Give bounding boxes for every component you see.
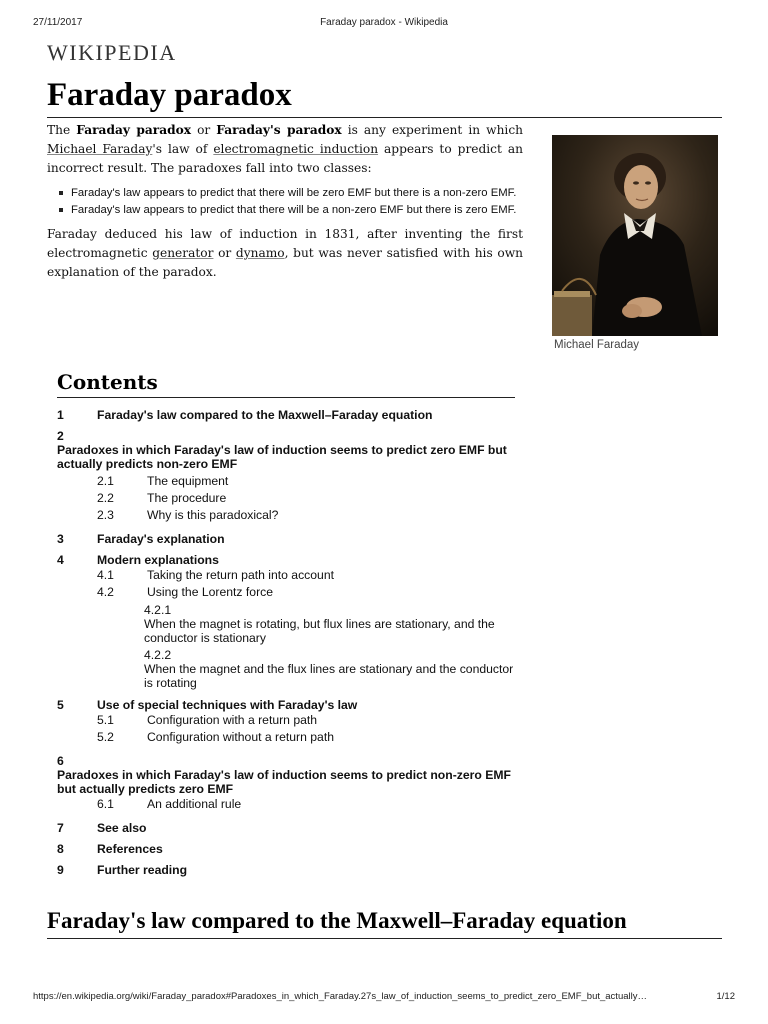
text: The (47, 123, 77, 137)
toc-item-6-1[interactable] (57, 796, 515, 813)
toc-item-3[interactable] (57, 532, 515, 546)
toc-link[interactable]: An additional rule (147, 797, 242, 811)
toc-item-7[interactable] (57, 821, 515, 835)
toc-item-6[interactable] (57, 754, 515, 796)
toc-item-5-2[interactable] (57, 729, 515, 746)
link-dynamo[interactable]: dynamo (235, 246, 285, 260)
toc-link[interactable]: Faraday's law compared to the Maxwell–Faraday equation (97, 408, 433, 422)
toc-link[interactable]: Modern explanations (97, 553, 219, 567)
toc-link[interactable]: Configuration without a return path (147, 730, 334, 744)
page-title: Faraday paradox (47, 75, 722, 118)
toc-number: 4.1 (97, 568, 114, 582)
toc-item-2[interactable] (57, 429, 515, 471)
toc-number: 4.2 (97, 585, 114, 599)
toc-number: 2.2 (97, 491, 114, 505)
toc-link[interactable]: References (97, 842, 163, 856)
toc-number: 3 (57, 532, 64, 546)
toc-item-4-2-1[interactable] (57, 603, 515, 645)
link-generator[interactable]: generator (152, 246, 214, 260)
toc-list (57, 408, 515, 877)
toc-item-2-3[interactable] (57, 507, 515, 524)
lead-paragraph-2 (47, 225, 523, 282)
print-title: Faraday paradox - Wikipedia (320, 17, 448, 28)
text: appears to predict an incorrect result. The paradoxes fall into two classes: (47, 142, 523, 175)
text: 's law of (152, 142, 214, 156)
toc-number: 5.1 (97, 713, 114, 727)
section-heading: Faraday's law compared to the Maxwell–Faraday equation (47, 906, 722, 939)
lead-section (47, 121, 523, 288)
text: Faraday deduced his law of induction in 1831, after inventing the first electromagnetic (47, 227, 523, 260)
wikipedia-logo[interactable]: WIKIPEDIA (47, 40, 177, 65)
toc-title: Contents (57, 369, 515, 398)
table-of-contents (57, 369, 515, 877)
toc-link[interactable]: Further reading (97, 863, 188, 877)
print-url: https://en.wikipedia.org/wiki/Faraday_paradox#Paradoxes_in_which_Faraday.27s_law_of_induction_seems_to_predict_zero_EMF_but_actually… (33, 991, 647, 1002)
faraday-portrait-image[interactable] (552, 135, 718, 336)
toc-item-8[interactable] (57, 842, 515, 856)
lead-paragraph-1 (47, 121, 523, 178)
toc-link[interactable]: The equipment (147, 474, 229, 488)
toc-item-2-1[interactable] (57, 473, 515, 490)
print-header (33, 17, 735, 31)
print-footer (33, 991, 735, 1005)
link-electromagnetic-induction[interactable]: electromagnetic induction (213, 142, 379, 156)
toc-link[interactable]: See also (97, 821, 147, 835)
toc-number: 9 (57, 863, 64, 877)
toc-number: 7 (57, 821, 64, 835)
list-item: Faraday's law appears to predict that there will be a non-zero EMF but there is zero EMF. (71, 203, 523, 218)
toc-link[interactable]: Configuration with a return path (147, 713, 318, 727)
toc-number: 6.1 (97, 797, 114, 811)
toc-link[interactable]: Paradoxes in which Faraday's law of induction seems to predict non-zero EMF but actually predicts zero EMF (57, 768, 511, 796)
portrait-illustration (552, 135, 718, 336)
toc-link[interactable]: Paradoxes in which Faraday's law of induction seems to predict zero EMF but actually predicts non-zero EMF (57, 443, 507, 471)
portrait-caption: Michael Faraday (554, 339, 640, 351)
toc-item-5[interactable] (57, 698, 515, 712)
link-michael-faraday[interactable]: Michael Faraday (47, 142, 153, 156)
toc-link[interactable]: When the magnet and the flux lines are stationary and the conductor is rotating (144, 662, 514, 690)
toc-link[interactable]: When the magnet is rotating, but flux lines are stationary, and the conductor is stationary (144, 617, 495, 645)
toc-number: 2.1 (97, 474, 114, 488)
toc-number: 5 (57, 698, 64, 712)
toc-link[interactable]: Use of special techniques with Faraday's law (97, 698, 358, 712)
toc-number: 2 (57, 429, 64, 443)
page-number: 1/12 (716, 991, 735, 1002)
toc-item-1[interactable] (57, 408, 515, 422)
toc-item-4[interactable] (57, 553, 515, 567)
print-date: 27/11/2017 (33, 17, 83, 28)
toc-number: 4.2.2 (144, 648, 172, 662)
toc-number: 4 (57, 553, 64, 567)
text: or (191, 123, 217, 137)
toc-link[interactable]: Why is this paradoxical? (147, 508, 279, 522)
toc-number: 2.3 (97, 508, 114, 522)
text: , but was never satisfied with his own explanation of the paradox. (47, 246, 523, 279)
toc-link[interactable]: The procedure (147, 491, 227, 505)
toc-link[interactable]: Taking the return path into account (147, 568, 334, 582)
toc-item-4-2[interactable] (57, 584, 515, 601)
toc-number: 4.2.1 (144, 603, 172, 617)
toc-number: 6 (57, 754, 64, 768)
paradox-classes-list (47, 186, 523, 217)
toc-number: 8 (57, 842, 64, 856)
toc-item-9[interactable] (57, 863, 515, 877)
toc-link[interactable]: Faraday's explanation (97, 532, 225, 546)
text: or (213, 246, 236, 260)
toc-number: 1 (57, 408, 64, 422)
toc-link[interactable]: Using the Lorentz force (147, 585, 274, 599)
list-item: Faraday's law appears to predict that there will be zero EMF but there is a non-zero EMF. (71, 186, 523, 201)
infobox (552, 135, 718, 351)
bold-term: Faraday paradox (76, 123, 192, 137)
toc-item-4-2-2[interactable] (57, 648, 515, 690)
text: is any experiment in which (341, 123, 523, 137)
bold-term: Faraday's paradox (216, 123, 342, 137)
toc-item-5-1[interactable] (57, 712, 515, 729)
toc-item-2-2[interactable] (57, 490, 515, 507)
toc-number: 5.2 (97, 730, 114, 744)
toc-item-4-1[interactable] (57, 567, 515, 584)
